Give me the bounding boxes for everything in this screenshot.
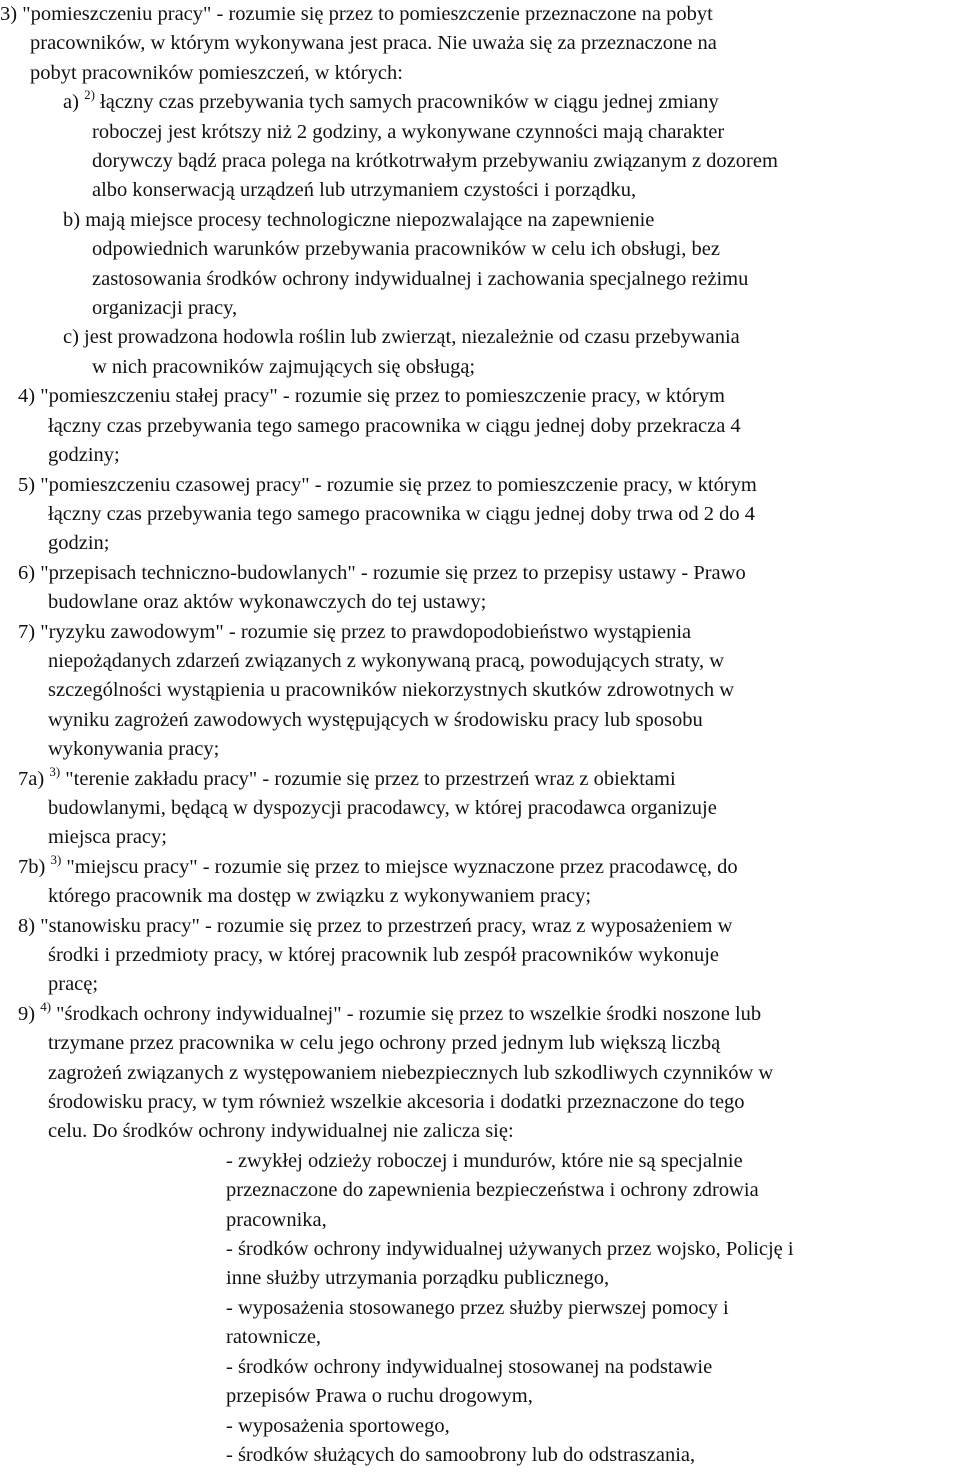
- text-line: c) jest prowadzona hodowla roślin lub zwierząt, niezależnie od czasu przebywania: [63, 326, 740, 349]
- text-line: miejsca pracy;: [48, 826, 167, 849]
- text-line: odpowiednich warunków przebywania pracowników w celu ich obsługi, bez: [92, 238, 720, 261]
- footnote-marker: 4): [40, 998, 52, 1014]
- text-line: dorywczy bądź praca polega na krótkotrwałym przebywaniu związanym z dozorem: [92, 150, 778, 173]
- text-line: budowlanymi, będącą w dyspozycji pracodawcy, w której pracodawca organizuje: [48, 796, 717, 819]
- text-line: 6) "przepisach techniczno-budowlanych" - rozumie się przez to przepisy ustawy - Prawo: [18, 561, 746, 584]
- definition-item-8: [0, 912, 960, 1000]
- text-line: przeznaczone do zapewnienia bezpieczeństwa i ochrony zdrowia: [226, 1179, 759, 1202]
- definition-subitem-3a: [0, 88, 960, 206]
- text-line: łączny czas przebywania tych samych pracowników w ciągu jednej zmiany: [100, 91, 719, 114]
- text-line: organizacji pracy,: [92, 297, 238, 320]
- footnote-marker: 2): [84, 87, 95, 103]
- text-line: środki i przedmioty pracy, w której pracownik lub zespół pracowników wykonuje: [48, 944, 720, 966]
- footnote-marker: 3): [49, 763, 61, 779]
- text-line: "środkach ochrony indywidualnej" - rozumie się przez to wszelkie środki noszone lub: [56, 1002, 762, 1025]
- definition-item-7b: [0, 853, 960, 912]
- text-line: pracowników, w którym wykonywana jest praca. Nie uważa się za przeznaczone na: [30, 32, 717, 55]
- text-line: 8) "stanowisku pracy" - rozumie się przez to przestrzeń pracy, wraz z wyposażeniem w: [18, 914, 733, 937]
- footnote-marker: 3): [50, 851, 62, 867]
- text-line: łączny czas przebywania tego samego pracownika w ciągu jednej doby przekracza 4: [48, 414, 741, 437]
- text-line: trzymane przez pracownika w celu jego ochrony przed jednym lub większą liczbą: [48, 1032, 721, 1055]
- text-line: - środków ochrony indywidualnej używanych przez wojsko, Policję i: [226, 1238, 794, 1261]
- text-line: w nich pracowników zajmujących się obsługą;: [92, 355, 476, 378]
- definition-item-6: [0, 559, 960, 618]
- definition-subitem-3b: [0, 206, 960, 324]
- definition-subitem-3c: [0, 323, 960, 382]
- list-item: [226, 1441, 960, 1470]
- definition-item-9: [0, 1000, 960, 1147]
- definition-item-3: [0, 0, 960, 88]
- item-label: 7a): [18, 767, 45, 790]
- definition-item-4: [0, 382, 960, 470]
- list-item: [226, 1294, 960, 1353]
- text-line: "miejscu pracy" - rozumie się przez to miejsce wyznaczone przez pracodawcę, do: [66, 855, 738, 878]
- text-line: - zwykłej odzieży roboczej i mundurów, które nie są specjalnie: [226, 1149, 743, 1172]
- text-line: albo konserwacją urządzeń lub utrzymaniem czystości i porządku,: [92, 179, 637, 202]
- text-line: wykonywania pracy;: [48, 738, 220, 761]
- text-line: godziny;: [48, 444, 120, 467]
- text-line: 7) "ryzyku zawodowym" - rozumie się przez to prawdopodobieństwo wystąpienia: [18, 620, 692, 643]
- text-line: którego pracownik ma dostęp w związku z wykonywaniem pracy;: [48, 885, 592, 908]
- text-line: [18, 765, 960, 794]
- text-line: niepożądanych zdarzeń związanych z wykonywaną pracą, powodujących straty, w: [48, 649, 724, 672]
- text-line: szczególności wystąpienia u pracowników niekorzystnych skutków zdrowotnych w: [48, 679, 735, 702]
- text-line: pracownika,: [226, 1208, 327, 1231]
- text-line: 4) "pomieszczeniu stałej pracy" - rozumie się przez to pomieszczenie pracy, w którym: [18, 385, 725, 408]
- text-line: [18, 1000, 960, 1029]
- text-line: inne służby utrzymania porządku publicznego,: [226, 1267, 610, 1290]
- list-item: [226, 1235, 960, 1294]
- subitem-label: a): [63, 91, 79, 114]
- text-line: - wyposażenia sportowego,: [226, 1414, 450, 1437]
- text-line: zastosowania środków ochrony indywidualnej i zachowania specjalnego reżimu: [92, 267, 749, 290]
- text-line: "terenie zakładu pracy" - rozumie się przez to przestrzeń wraz z obiektami: [65, 767, 676, 790]
- text-line: wyniku zagrożeń zawodowych występujących w środowisku pracy lub sposobu: [48, 708, 703, 731]
- text-line: przepisów Prawa o ruchu drogowym,: [226, 1385, 533, 1408]
- exclusions-list: [0, 1147, 960, 1470]
- text-line: łączny czas przebywania tego samego pracownika w ciągu jednej doby trwa od 2 do 4: [48, 502, 755, 525]
- text-line: celu. Do środków ochrony indywidualnej nie zalicza się:: [48, 1120, 514, 1143]
- text-line: środowisku pracy, w tym również wszelkie akcesoria i dodatki przeznaczone do tego: [48, 1091, 745, 1114]
- list-item: [226, 1353, 960, 1412]
- text-line: pobyt pracowników pomieszczeń, w których:: [30, 61, 403, 84]
- text-line: pracę;: [48, 973, 99, 996]
- definition-item-7a: [0, 765, 960, 853]
- item-label: 7b): [18, 855, 46, 878]
- text-line: 5) "pomieszczeniu czasowej pracy" - rozumie się przez to pomieszczenie pracy, w którym: [18, 473, 757, 496]
- list-item: [226, 1412, 960, 1441]
- list-item: [226, 1147, 960, 1235]
- text-line: [18, 853, 960, 882]
- text-line: godzin;: [48, 532, 110, 555]
- definition-item-5: [0, 471, 960, 559]
- text-line: zagrożeń związanych z występowaniem niebezpiecznych lub szkodliwych czynników w: [48, 1061, 774, 1084]
- text-line: 3) "pomieszczeniu pracy" - rozumie się przez to pomieszczenie przeznaczone na pobyt: [0, 3, 713, 25]
- text-line: roboczej jest krótszy niż 2 godziny, a wykonywane czynności mają charakter: [92, 120, 725, 143]
- text-line: - środków ochrony indywidualnej stosowanej na podstawie: [226, 1355, 713, 1378]
- text-line: budowlane oraz aktów wykonawczych do tej ustawy;: [48, 591, 487, 614]
- text-line: - wyposażenia stosowanego przez służby pierwszej pomocy i: [226, 1296, 729, 1319]
- definition-item-7: [0, 618, 960, 765]
- text-line: b) mają miejsce procesy technologiczne niepozwalające na zapewnienie: [63, 208, 655, 231]
- text-line: ratownicze,: [226, 1326, 322, 1349]
- text-line: - środków służących do samoobrony lub do odstraszania,: [226, 1443, 696, 1466]
- item-label: 9): [18, 1002, 36, 1025]
- text-line: [63, 88, 960, 117]
